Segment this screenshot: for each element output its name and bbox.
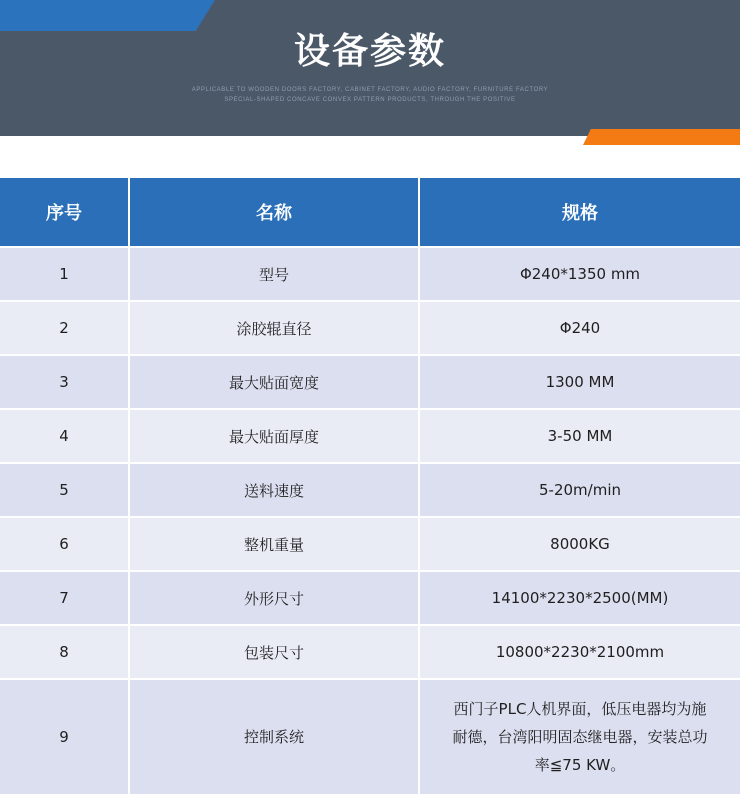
table-row — [0, 517, 740, 571]
row-spec: 西门子PLC人机界面，低压电器均为施耐德，台湾阳明固态继电器，安装总功率≦75 KW。 — [452, 700, 708, 774]
table-header-row — [0, 178, 740, 247]
row-name: 型号 — [129, 247, 419, 301]
row-name: 整机重量 — [129, 517, 419, 571]
table-row — [0, 625, 740, 679]
row-spec: 5-20m/min — [419, 463, 740, 517]
subtitle-line-2: SPECIAL-SHAPED CONCAVE CONVEX PATTERN PRODUCTS, THROUGH THE POSITIVE — [224, 97, 516, 103]
header-banner — [0, 0, 740, 136]
row-name: 涂胶辊直径 — [129, 301, 419, 355]
table-row — [0, 247, 740, 301]
row-spec: Φ240*1350 mm — [419, 247, 740, 301]
row-name: 控制系统 — [129, 679, 419, 794]
spec-table — [0, 178, 740, 794]
row-name: 送料速度 — [129, 463, 419, 517]
blue-accent-stripe — [0, 0, 215, 31]
row-spec: 10800*2230*2100mm — [419, 625, 740, 679]
subtitle-line-1: APPLICABLE TO WOODEN DOORS FACTORY, CABINET FACTORY, AUDIO FACTORY, FURNITURE FACTORY — [191, 87, 549, 93]
row-index: 8 — [0, 625, 129, 679]
row-index: 1 — [0, 247, 129, 301]
row-index: 7 — [0, 571, 129, 625]
row-index: 9 — [0, 679, 129, 794]
row-spec: 3-50 MM — [419, 409, 740, 463]
table-row — [0, 463, 740, 517]
row-spec: Φ240 — [419, 301, 740, 355]
row-index: 6 — [0, 517, 129, 571]
row-index: 2 — [0, 301, 129, 355]
row-name: 最大贴面厚度 — [129, 409, 419, 463]
row-spec: 1300 MM — [419, 355, 740, 409]
table-row — [0, 571, 740, 625]
row-index: 3 — [0, 355, 129, 409]
header-index: 序号 — [0, 178, 129, 247]
page-title: 设备参数 — [293, 31, 446, 72]
row-name: 包装尺寸 — [129, 625, 419, 679]
header-name: 名称 — [129, 178, 419, 247]
orange-accent-stripe — [583, 129, 740, 145]
row-name: 最大贴面宽度 — [129, 355, 419, 409]
row-index: 5 — [0, 463, 129, 517]
table-row — [0, 301, 740, 355]
row-spec: 8000KG — [419, 517, 740, 571]
row-spec: 14100*2230*2500(MM) — [419, 571, 740, 625]
row-index: 4 — [0, 409, 129, 463]
table-row — [0, 355, 740, 409]
table-row — [0, 409, 740, 463]
row-name: 外形尺寸 — [129, 571, 419, 625]
header-spec: 规格 — [419, 178, 740, 247]
